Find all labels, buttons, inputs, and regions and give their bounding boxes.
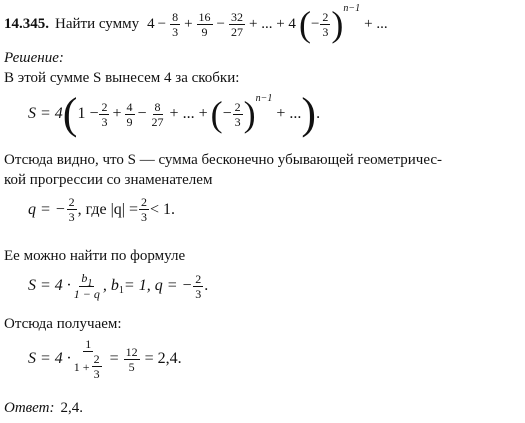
- ratio-inequality: < 1.: [150, 200, 176, 218]
- formula-result: S = 4 · 1 1 + $\frac{2}{3}$ = $\frac{12}{5}$ = 2,4.: [28, 337, 182, 381]
- formula-factor-out: S = 4 ( 1 − $\frac{2}{3}$ + $\frac{4}{9}$ − $\frac{8}{27}$ + ... + ( − $\frac{2}{3}$ ) n−1 + ... ) .: [28, 89, 321, 138]
- solution-text-4: Отсюда получаем:: [4, 316, 122, 332]
- formula-fraction: $\frac{2}{3}$: [68, 195, 75, 224]
- series-op: +: [184, 15, 193, 32]
- solution-text-2a: Отсюда видно, что S — сумма бесконечно убывающей геометричес-: [4, 152, 443, 168]
- paren-right: ): [331, 4, 344, 44]
- formula-fraction: $\frac{4}{9}$: [126, 99, 133, 129]
- series-op: −: [216, 15, 226, 32]
- formula-fraction: $\frac{8}{27}$: [151, 99, 164, 129]
- paren-left: (: [298, 4, 311, 44]
- ratio-lhs: q = −: [28, 200, 66, 218]
- paren-right: ): [301, 89, 317, 138]
- series-op: −: [157, 15, 167, 32]
- formula-fraction: $\frac{2}{3}$: [101, 99, 108, 129]
- formula-fraction: 1 1 + $\frac{2}{3}$: [73, 337, 100, 381]
- formula-dots: + ... +: [169, 105, 208, 122]
- ratio-where: , где |q| =: [77, 200, 139, 218]
- formula-exponent: n−1: [255, 92, 273, 104]
- result-lhs: S = 4 ·: [28, 350, 71, 367]
- formula-term: 1 −: [77, 105, 99, 122]
- formula-fraction: $\frac{b_1}{1 - q}$: [73, 271, 100, 301]
- paren-right: ): [243, 94, 256, 134]
- answer-label: Ответ:: [4, 400, 55, 416]
- answer-value: 2,4.: [60, 400, 83, 416]
- paren-left: (: [210, 94, 223, 134]
- result-value: = 2,4.: [144, 350, 182, 367]
- formula-fraction: $\frac{12}{5}$: [125, 344, 138, 374]
- problem-line: [4, 2, 388, 44]
- formula-lhs: S = 4: [28, 105, 63, 122]
- series-fraction: $\frac{32}{27}$: [231, 9, 244, 39]
- series-term: 4: [147, 15, 155, 32]
- solution-text-1: В этой сумме S вынесем 4 за скобки:: [4, 70, 240, 86]
- series-fraction: $\frac{8}{3}$: [172, 9, 179, 39]
- problem-number: 14.345.: [4, 15, 49, 32]
- formula-fraction: $\frac{2}{3}$: [141, 195, 148, 224]
- sum-lhs: S = 4 ·: [28, 277, 71, 294]
- formula-fraction: $\frac{2}{3}$: [234, 99, 241, 129]
- formula-fraction: $\frac{2}{3}$: [195, 271, 202, 301]
- solution-heading: Решение:: [4, 50, 64, 66]
- solution-text-3: Ее можно найти по формуле: [4, 248, 186, 264]
- solution-text-2b: кой прогрессии со знаменателем: [4, 172, 213, 188]
- formula-sum: S = 4 · $\frac{b_1}{1 - q}$ , b 1 = 1, q = − $\frac{2}{3}$ .: [28, 271, 209, 301]
- series-tail: + ...: [364, 15, 388, 32]
- series-op: −: [310, 15, 320, 32]
- answer-line: [4, 400, 83, 417]
- paren-left: (: [62, 89, 78, 138]
- series-fraction: $\frac{16}{9}$: [198, 9, 211, 39]
- formula-ratio: [28, 196, 175, 223]
- problem-statement: Найти сумму: [55, 15, 140, 32]
- series-fraction: $\frac{2}{3}$: [322, 9, 329, 39]
- series-dots: + ... + 4: [249, 15, 296, 32]
- series-exponent: n−1: [343, 2, 361, 14]
- formula-tail: + ...: [276, 105, 302, 122]
